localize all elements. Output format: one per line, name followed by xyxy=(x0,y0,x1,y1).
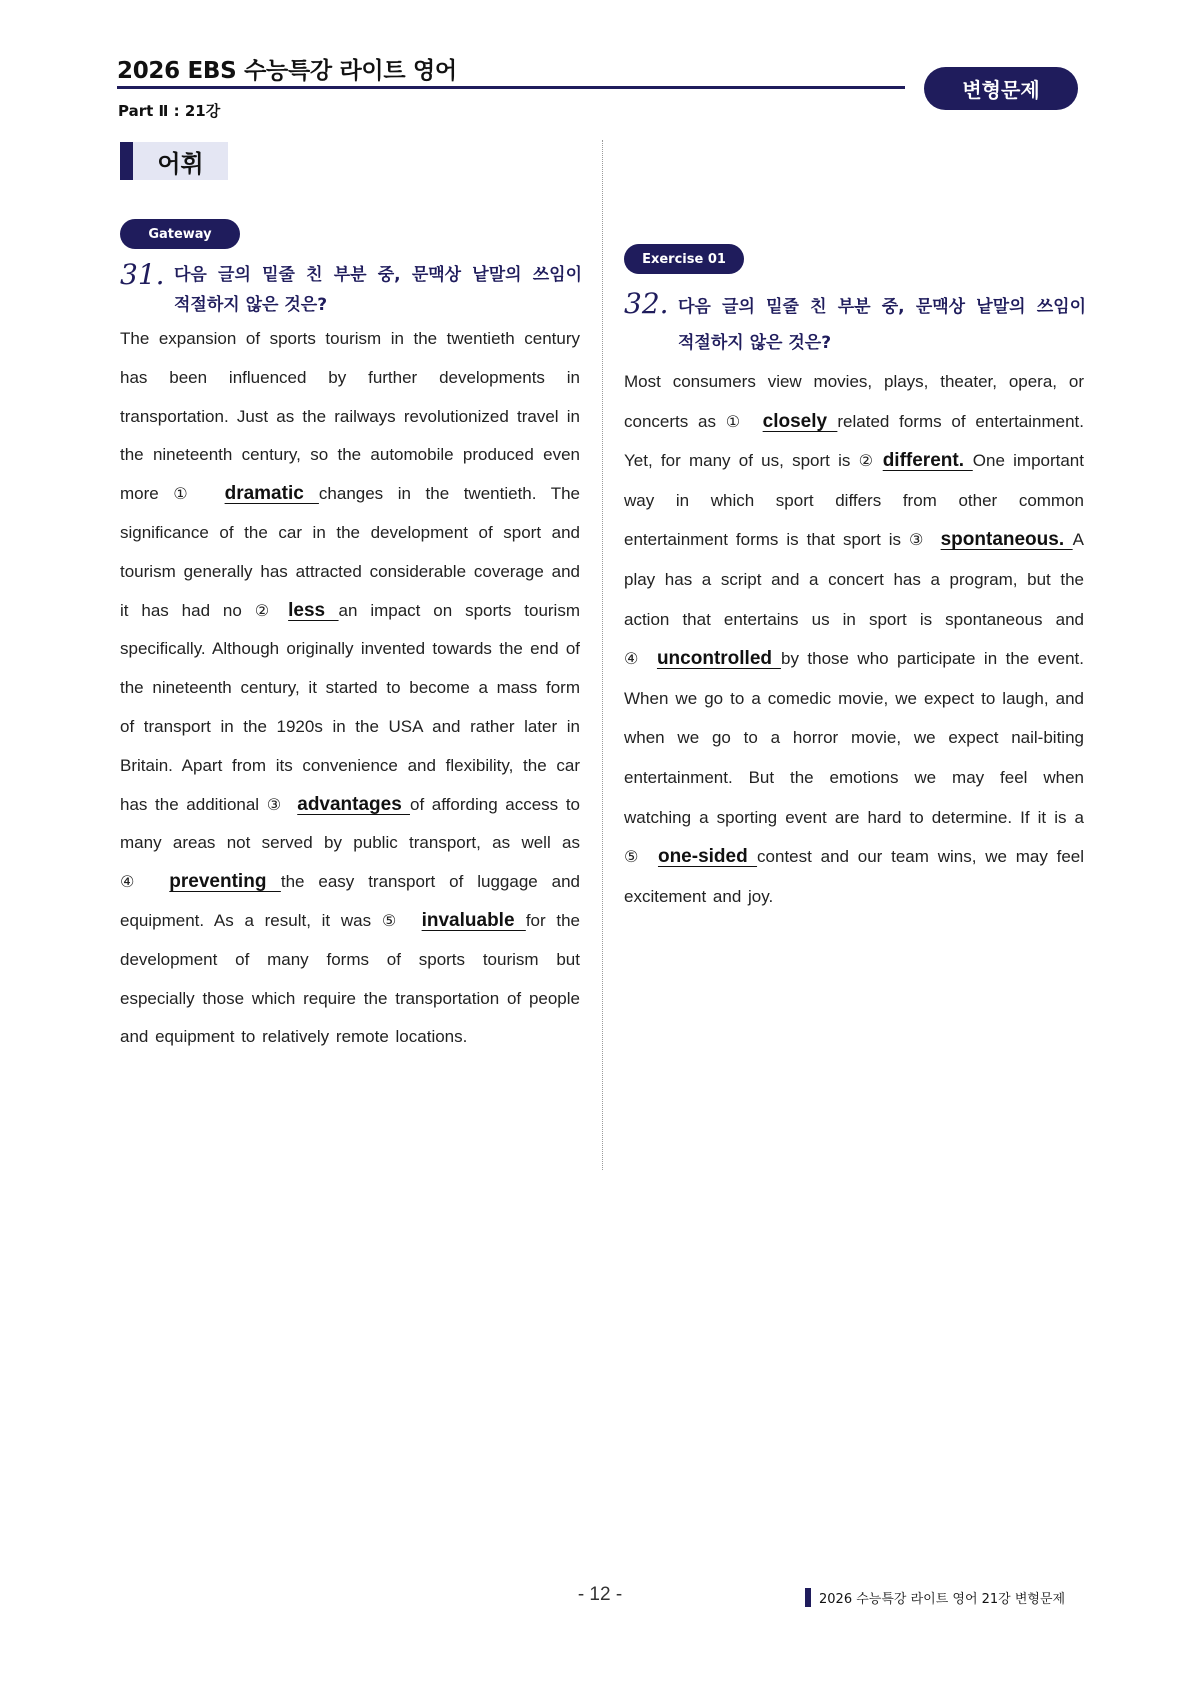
gateway-pill: Gateway xyxy=(120,219,240,249)
passage-text: A play has a script and a concert has a program, but the action that entertains us in sport is spontaneous and xyxy=(624,530,1084,629)
passage-text: for the development of many forms of sports tourism but especially those which require the transportation of people and equipment to relatively remote locations. xyxy=(120,910,581,1047)
passage-31 xyxy=(120,320,580,1057)
passage-32 xyxy=(624,362,1084,916)
choice-2-word: different. xyxy=(882,450,973,472)
page-number: - 12 - xyxy=(577,1584,623,1605)
section-heading xyxy=(120,142,228,180)
section-heading-label: 어휘 xyxy=(157,149,204,178)
choice-5-word: invaluable xyxy=(421,909,526,931)
choice-3-marker: ③ xyxy=(266,794,282,814)
choice-1-marker: ① xyxy=(173,484,196,504)
choice-4-word: preventing xyxy=(169,871,281,893)
choice-2-marker: ② xyxy=(858,451,875,471)
question-number: 31. xyxy=(120,258,165,291)
passage-text: by those who participate in the event. When we go to a comedic movie, we expect to laugh, and when we go to a horror movie, we expect nail-biting entertainment. But the emotions we may feel when watching a sporting event are hard to determine. If it is a xyxy=(624,649,1084,827)
passage-text: the easy transport of luggage and equipment. As a result, it was xyxy=(120,872,580,930)
passage-text: changes in the twentieth. The significance of the car in the development of sport and tourism generally has attracted considerable coverage and it has had no xyxy=(120,484,581,620)
choice-3-marker: ③ xyxy=(909,530,925,550)
document-title: 2026 EBS 수능특강 라이트 영어 xyxy=(117,58,457,84)
variant-badge: 변형문제 xyxy=(924,67,1078,110)
choice-1-marker: ① xyxy=(725,411,744,431)
question-prompt-line2: 적절하지 않은 것은? xyxy=(678,333,832,353)
choice-5-word: one-sided xyxy=(657,846,758,868)
passage-text: The expansion of sports tourism in the twentieth century has been influenced by further developments in transportation. Just as the railways revolutionized travel in the nineteenth century, so the automobile produced even more xyxy=(120,329,580,504)
choice-5-marker: ⑤ xyxy=(624,847,641,867)
header-rule xyxy=(117,86,905,89)
passage-text: an impact on sports tourism specifically. Although originally invented towards the end of the nineteenth century, it started to become a mass form of transport in the 1920s in the USA and rather later in Britain. Apart from its convenience and flexibility, the car has the additional xyxy=(120,600,580,814)
passage-text: Most consumers view movies, plays, theater, opera, or concerts as xyxy=(624,372,1084,431)
choice-4-word: uncontrolled xyxy=(656,648,781,670)
footer-bar xyxy=(805,1588,811,1607)
passage-text: One important way in which sport differs from other common entertainment forms is that sport is xyxy=(624,451,1084,550)
question-prompt-line2: 적절하지 않은 것은? xyxy=(174,295,328,315)
passage-text: related forms of entertainment. Yet, for many of us, sport is xyxy=(624,411,1084,471)
passage-text: contest and our team wins, we may feel excitement and joy. xyxy=(624,847,1085,906)
column-divider xyxy=(602,140,603,1170)
question-prompt-line1: 다음 글의 밑줄 친 부분 중, 문맥상 낱말의 쓰임이 xyxy=(678,297,1086,317)
choice-2-marker: ② xyxy=(254,600,276,620)
question-31 xyxy=(120,260,582,320)
choice-1-word: closely xyxy=(762,410,838,432)
footer-label: 2026 수능특강 라이트 영어 21강 변형문제 xyxy=(819,1592,1066,1607)
question-32 xyxy=(624,289,1086,361)
choice-4-marker: ④ xyxy=(624,649,641,669)
choice-3-word: spontaneous. xyxy=(940,529,1073,551)
choice-2-word: less xyxy=(288,599,339,621)
choice-5-marker: ⑤ xyxy=(381,910,401,930)
choice-1-word: dramatic xyxy=(224,483,319,505)
question-prompt-line1: 다음 글의 밑줄 친 부분 중, 문맥상 낱말의 쓰임이 xyxy=(174,265,582,285)
choice-4-marker: ④ xyxy=(120,872,142,892)
question-number: 32. xyxy=(624,287,669,320)
part-label: Part Ⅱ : 21강 xyxy=(118,102,221,120)
exercise-pill: Exercise 01 xyxy=(624,244,744,274)
choice-3-word: advantages xyxy=(297,793,410,815)
footer xyxy=(805,1588,1065,1607)
passage-text: of affording access to many areas not served by public transport, as well as xyxy=(120,794,580,853)
